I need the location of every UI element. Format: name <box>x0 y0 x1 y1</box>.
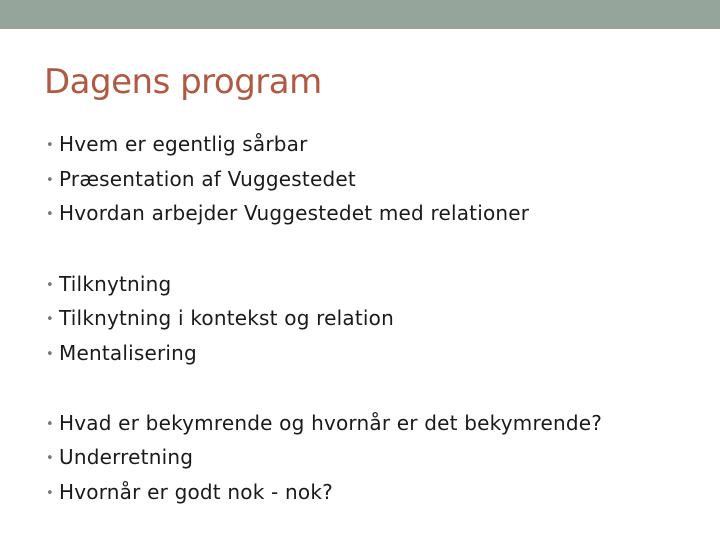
bullet-dot-icon: • <box>46 278 54 293</box>
bullet-dot-icon: • <box>46 173 54 188</box>
bullet-item <box>46 200 529 228</box>
bullet-item <box>46 479 333 507</box>
bullet-item <box>46 305 394 333</box>
bullet-text: Tilknytning i kontekst og relation <box>59 306 394 330</box>
bullet-item <box>46 271 171 299</box>
top-accent-bar <box>0 0 720 29</box>
bullet-dot-icon: • <box>46 312 54 327</box>
bullet-text: Mentalisering <box>59 341 197 365</box>
bullet-item <box>46 444 193 472</box>
bullet-dot-icon: • <box>46 347 54 362</box>
bullet-item <box>46 131 308 159</box>
bullet-dot-icon: • <box>46 451 54 466</box>
bullet-item <box>46 166 356 194</box>
bullet-text: Præsentation af Vuggestedet <box>59 167 356 191</box>
bullet-item <box>46 340 197 368</box>
bullet-text: Hvornår er godt nok - nok? <box>59 480 333 504</box>
bullet-text: Hvad er bekymrende og hvornår er det bekymrende? <box>59 411 603 435</box>
bullet-text: Hvem er egentlig sårbar <box>59 132 308 156</box>
bullet-dot-icon: • <box>46 417 54 432</box>
bullet-dot-icon: • <box>46 138 54 153</box>
slide-title: Dagens program <box>44 62 322 102</box>
bullet-item <box>46 410 602 438</box>
bullet-text: Tilknytning <box>59 272 172 296</box>
bullet-text: Hvordan arbejder Vuggestedet med relationer <box>59 201 530 225</box>
bullet-dot-icon: • <box>46 486 54 501</box>
bullet-text: Underretning <box>59 445 194 469</box>
bullet-dot-icon: • <box>46 207 54 222</box>
